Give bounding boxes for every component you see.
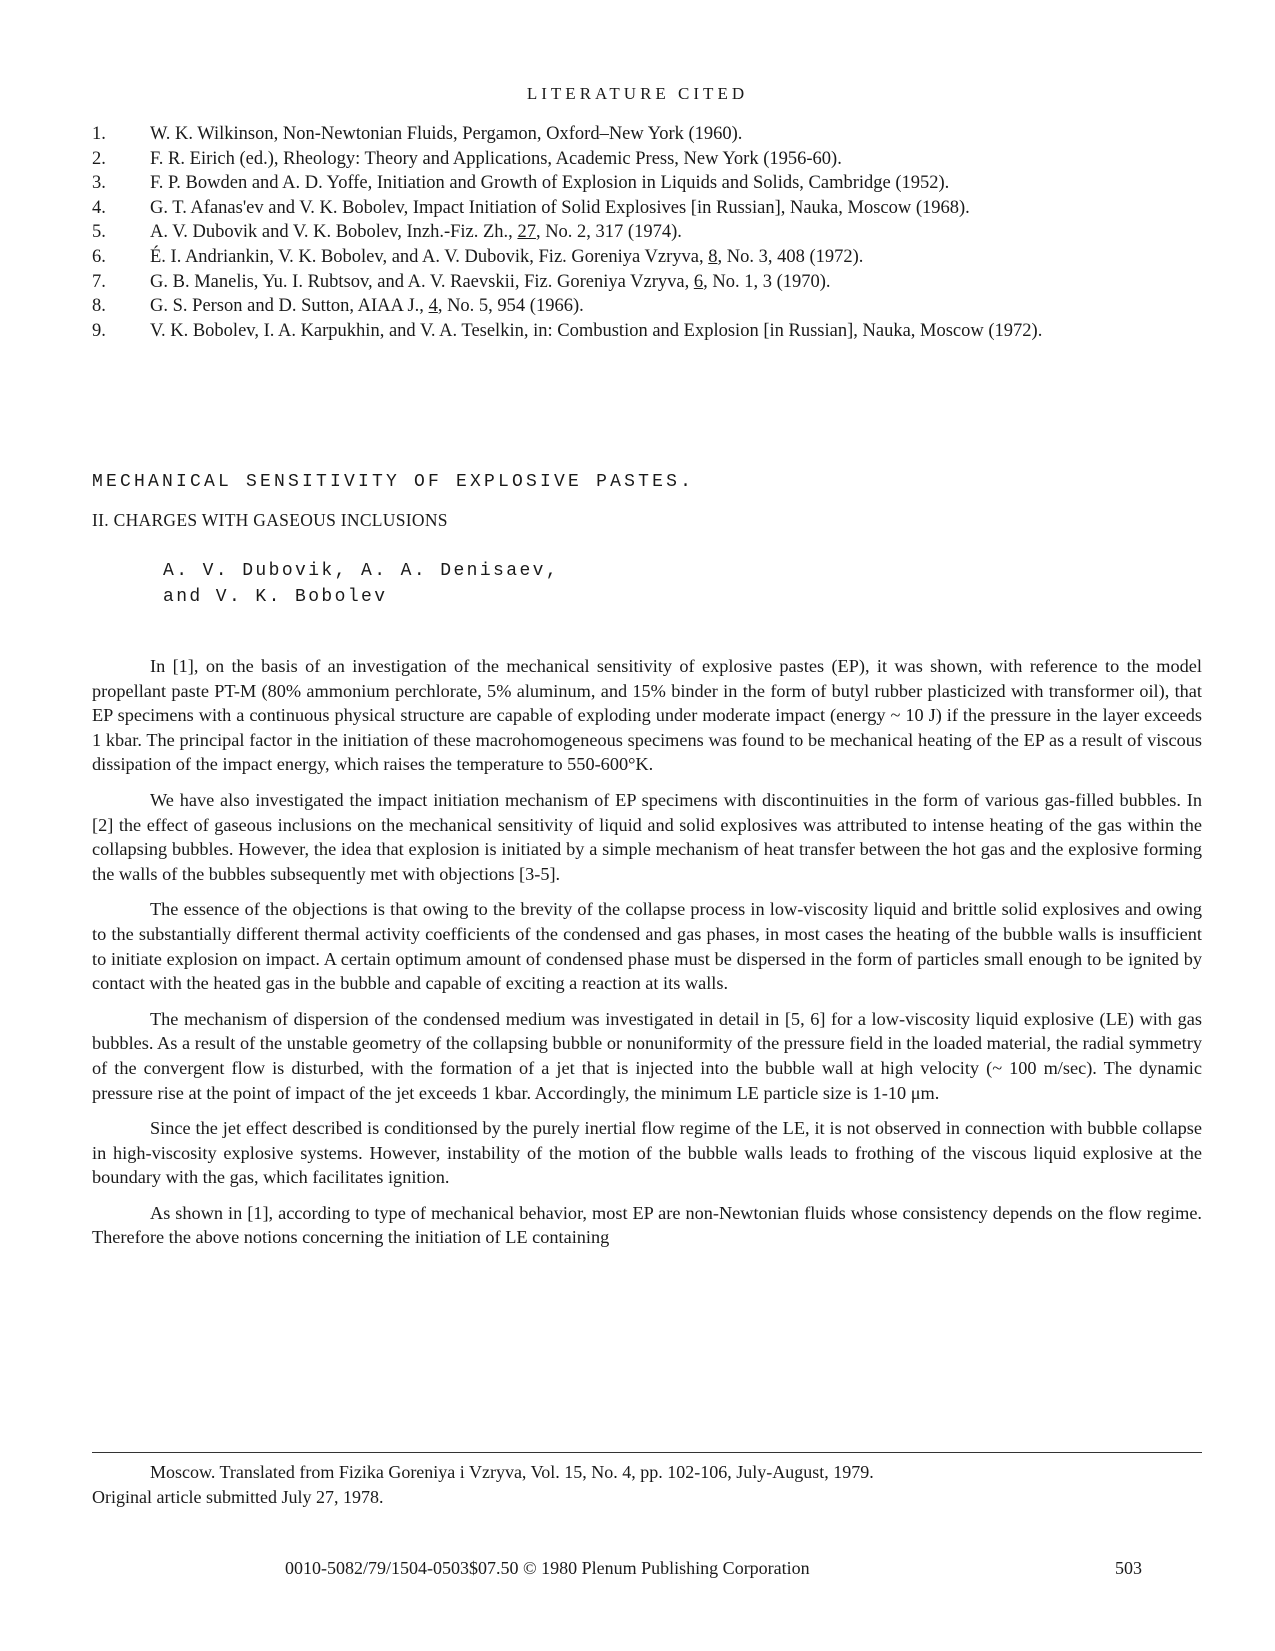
reference-text: F. R. Eirich (ed.), Rheology: Theory and Applications, Academic Press, New York (1956-60). (150, 148, 842, 169)
body-paragraph: We have also investigated the impact initiation mechanism of EP specimens with discontinuities in the form of various gas-filled bubbles. In [2] the effect of gaseous inclusions on the mechanical sensitivity of liquid and solid explosives was attributed to intense heating of the gas within the collapsing bubbles. However, the idea that explosion is initiated by a simple mechanism of heat transfer between the hot gas and the explosive forming the walls of the bubbles subsequently met with objections [3-5]. (92, 789, 1202, 884)
page-number: 503 (1115, 1558, 1142, 1578)
reference-text-after-volume: , No. 1, 3 (1970). (703, 271, 831, 292)
reference-text: W. K. Wilkinson, Non-Newtonian Fluids, Pergamon, Oxford–New York (1960). (150, 124, 743, 144)
literature-cited-heading: LITERATURE CITED (526, 84, 749, 103)
reference-text-after-volume: , No. 2, 317 (1974). (535, 222, 682, 243)
reference-item (92, 171, 1202, 196)
reference-volume: 4 (428, 296, 438, 317)
reference-text-before-volume: É. I. Andriankin, V. K. Bobolev, and A. V. Dubovik, Fiz. Goreniya Vzryva, (150, 246, 709, 267)
reference-number: 4. (92, 197, 106, 218)
reference-text-before-volume: G. B. Manelis, Yu. I. Rubtsov, and A. V. Raevskii, Fiz. Goreniya Vzryva, (150, 271, 694, 292)
reference-item (92, 245, 1202, 270)
article-title: MECHANICAL SENSITIVITY OF EXPLOSIVE PASTES. (92, 472, 695, 492)
reference-number: 1. (92, 124, 106, 144)
reference-item (92, 319, 1202, 344)
reference-item (92, 270, 1202, 295)
body-paragraph: The mechanism of dispersion of the condensed medium was investigated in detail in [5, 6] for a low-viscosity liquid explosive (LE) with gas bubbles. As a result of the unstable geometry of the collapsing bubble or nonuniformity of the pressure field in the loaded material, the radial symmetry of the convergent flow is disturbed, with the formation of a jet that is injected into the bubble wall at high velocity (~ 100 m/sec). The dynamic pressure rise at the point of impact of the jet exceeds 1 kbar. Accordingly, the minimum LE particle size is 1-10 μm. (92, 1008, 1202, 1103)
reference-number: 3. (92, 173, 106, 194)
publication-code: 0010-5082/79/1504-0503$07.50 © 1980 Plenum Publishing Corporation (285, 1558, 810, 1578)
reference-text (150, 270, 1202, 295)
footnote (92, 1460, 1202, 1510)
authors-line: A. V. Dubovik, A. A. Denisaev, (163, 561, 560, 581)
reference-text (150, 245, 1202, 270)
body-paragraph: The essence of the objections is that owing to the brevity of the collapse process in low-viscosity liquid and brittle solid explosives and owing to the substantially different thermal activity coefficients of the condensed and gas phases, in most cases the heating of the bubble walls is insufficient to initiate explosion on impact. A certain optimum amount of condensed phase must be dispersed in the form of particles small enough to be ignited by contact with the heated gas in the bubble and capable of exciting a reaction at its walls. (92, 899, 1202, 994)
reference-number: 2. (92, 148, 106, 169)
reference-volume: 27 (517, 222, 536, 243)
article-body (92, 654, 1202, 1261)
reference-text: F. P. Bowden and A. D. Yoffe, Initiation and Growth of Explosion in Liquids and Solids, Cambridge (1952). (150, 173, 950, 194)
reference-item (92, 196, 1202, 221)
reference-volume: 8 (708, 246, 718, 267)
reference-text-before-volume: G. S. Person and D. Sutton, AIAA J., (150, 296, 429, 317)
reference-text (150, 220, 1202, 245)
article-authors (163, 558, 559, 610)
reference-number: 5. (92, 222, 106, 243)
reference-item (92, 147, 1202, 172)
reference-text: G. T. Afanas'ev and V. K. Bobolev, Impact Initiation of Solid Explosives [in Russian], Nauka, Moscow (1968). (150, 197, 970, 218)
authors-line: and V. K. Bobolev (163, 587, 388, 607)
body-paragraph: In [1], on the basis of an investigation of the mechanical sensitivity of explosive pastes (EP), it was shown, with reference to the model propellant paste PT-M (80% ammonium perchlorate, 5% aluminum, and 15% binder in the form of butyl rubber plasticized with transformer oil), that EP specimens with a continuous physical structure are capable of exploding under moderate impact (energy ~ 10 J) if the pressure in the layer exceeds 1 kbar. The principal factor in the initiation of these macrohomogeneous specimens was found to be mechanical heating of the EP as a result of viscous dissipation of the impact energy, which raises the temperature to 550-600°K. (92, 656, 1202, 775)
reference-item (92, 220, 1202, 245)
reference-item (92, 122, 1202, 147)
reference-number: 6. (92, 246, 106, 267)
footnote-divider (92, 1452, 1202, 1453)
reference-text-after-volume: , No. 3, 408 (1972). (717, 246, 864, 267)
body-paragraph: As shown in [1], according to type of mechanical behavior, most EP are non-Newtonian fluids whose consistency depends on the flow regime. Therefore the above notions concerning the initiation of LE containing (92, 1202, 1202, 1248)
reference-text-before-volume: A. V. Dubovik and V. K. Bobolev, Inzh.-Fiz. Zh., (150, 222, 518, 243)
body-paragraph: Since the jet effect described is conditionsed by the purely inertial flow regime of the LE, it is not observed in connection with bubble collapse in high-viscosity explosive systems. However, instability of the motion of the bubble walls leads to frothing of the viscous liquid explosive at the boundary with the gas, which facilitates ignition. (92, 1118, 1202, 1188)
reference-text-after-volume: , No. 5, 954 (1966). (437, 296, 584, 317)
footnote-line: Original article submitted July 27, 1978. (92, 1487, 384, 1507)
reference-number: 9. (92, 320, 106, 341)
reference-number: 7. (92, 271, 106, 292)
reference-text (150, 294, 1202, 319)
article-subtitle: II. CHARGES WITH GASEOUS INCLUSIONS (92, 510, 448, 530)
page-footer (0, 1558, 1275, 1582)
reference-list (92, 122, 1202, 343)
footnote-line: Moscow. Translated from Fizika Goreniya i Vzryva, Vol. 15, No. 4, pp. 102-106, July-August, 1979. (150, 1462, 874, 1482)
reference-volume: 6 (693, 271, 704, 292)
reference-number: 8. (92, 296, 106, 317)
reference-item (92, 294, 1202, 319)
reference-text: V. K. Bobolev, I. A. Karpukhin, and V. A. Teselkin, in: Combustion and Explosion [in Russian], Nauka, Moscow (1972). (150, 320, 1043, 341)
